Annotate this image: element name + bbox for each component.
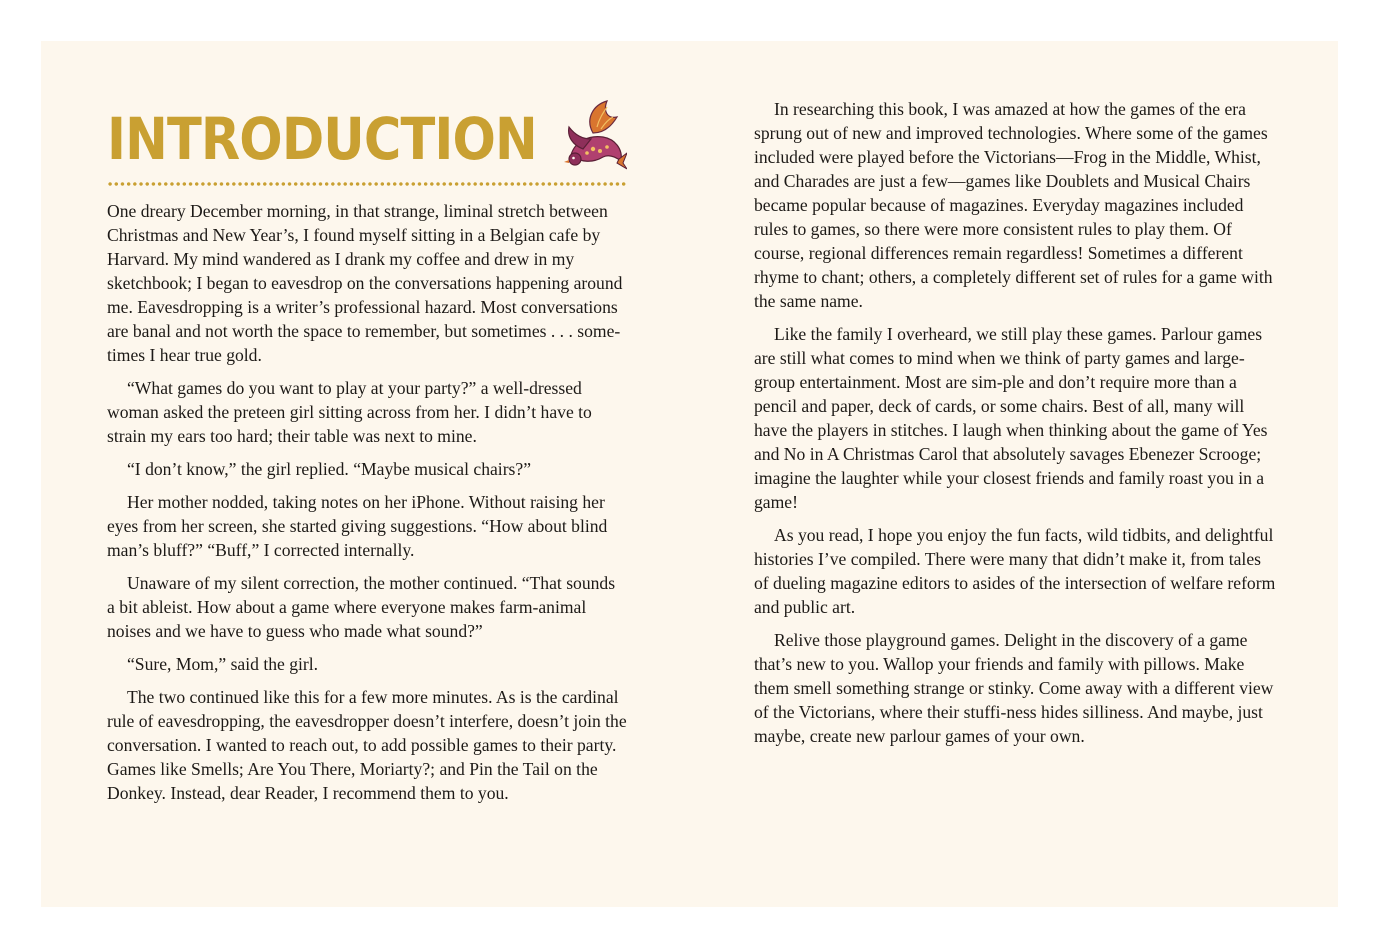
paragraph: “Sure, Mom,” said the girl. [127,654,319,674]
swallow-bird-icon [563,99,627,171]
paragraph: As you read, I hope you enjoy the fun facts, wild tidbits, and delightful histories I’ve compiled. There were many that didn’t make it, from tales of dueling magazine editors to asides of the intersection of welfare reform and public art. [754,525,1276,617]
paragraph: Like the family I overheard, we still play these games. Parlour games are still what comes to mind when we think of party games and large-group entertainment. Most are sim-ple and don’t require more than a pencil and paper, deck of cards, or some chairs. Best of all, many will have the players in stitches. I laugh when thinking about the game of Yes and No in A Christmas Carol that absolutely savages Ebenezer Scrooge; imagine the laughter while your closest friends and family roast you in a game! [754,324,1268,512]
paragraph: “What games do you want to play at your party?” a well-dressed woman asked the preteen girl sitting across from her. I didn’t have to strain my ears too hard; their table was next to mine. [107,378,592,446]
book-spread [41,41,1338,907]
paragraph: Unaware of my silent correction, the mother continued. “That sounds a bit ableist. How about a game where everyone makes farm-animal noises and we have to guess who made what sound?” [107,573,616,641]
paragraph: The two continued like this for a few more minutes. As is the cardinal rule of eavesdropping, the eavesdropper doesn’t interfere, doesn’t join the conversation. I wanted to reach out, to add possible games to their party. Games like Smells; Are You There, Moriarty?; and Pin the Tail on the Donkey. Instead, dear Reader, I recommend them to you. [107,687,627,803]
paragraph: One dreary December morning, in that strange, liminal stretch between Christmas and New Year’s, I found myself sitting in a Belgian cafe by Harvard. My mind wandered as I drank my coffee and drew in my sketchbook; I began to eavesdrop on the conversations happening around me. Eavesdropping is a writer’s professional hazard. Most conversations are banal and not worth the space to remember, but sometimes . . . some-times I hear true gold. [107,201,623,365]
paragraph: Relive those playground games. Delight in the discovery of a game that’s new to you. Wallop your friends and family with pillows. Make them smell something strange or stinky. Come away with a different view of the Victorians, where their stuffi-ness hides silliness. And maybe, just maybe, create new parlour games of your own. [754,630,1274,746]
right-column [754,97,1276,757]
paragraph: Her mother nodded, taking notes on her iPhone. Without raising her eyes from her screen, she started giving suggestions. “How about blind man’s bluff?” “Buff,” I corrected internally. [107,492,608,560]
chapter-title: INTRODUCTION [107,105,537,173]
paragraph: In researching this book, I was amazed at how the games of the era sprung out of new and improved technologies. Where some of the games included were played before the Victorians—Frog in the Middle, Whist, and Charades are just a few—games like Doublets and Musical Chairs became popular because of magazines. Everyday magazines included rules to games, so there were more consistent rules to play them. Of course, regional differences remain regardless! Sometimes a different rhyme to chant; others, a completely different set of rules for a game with the same name. [754,99,1273,311]
left-column [107,199,627,814]
dotted-divider [107,181,627,187]
paragraph: “I don’t know,” the girl replied. “Maybe musical chairs?” [127,459,532,479]
